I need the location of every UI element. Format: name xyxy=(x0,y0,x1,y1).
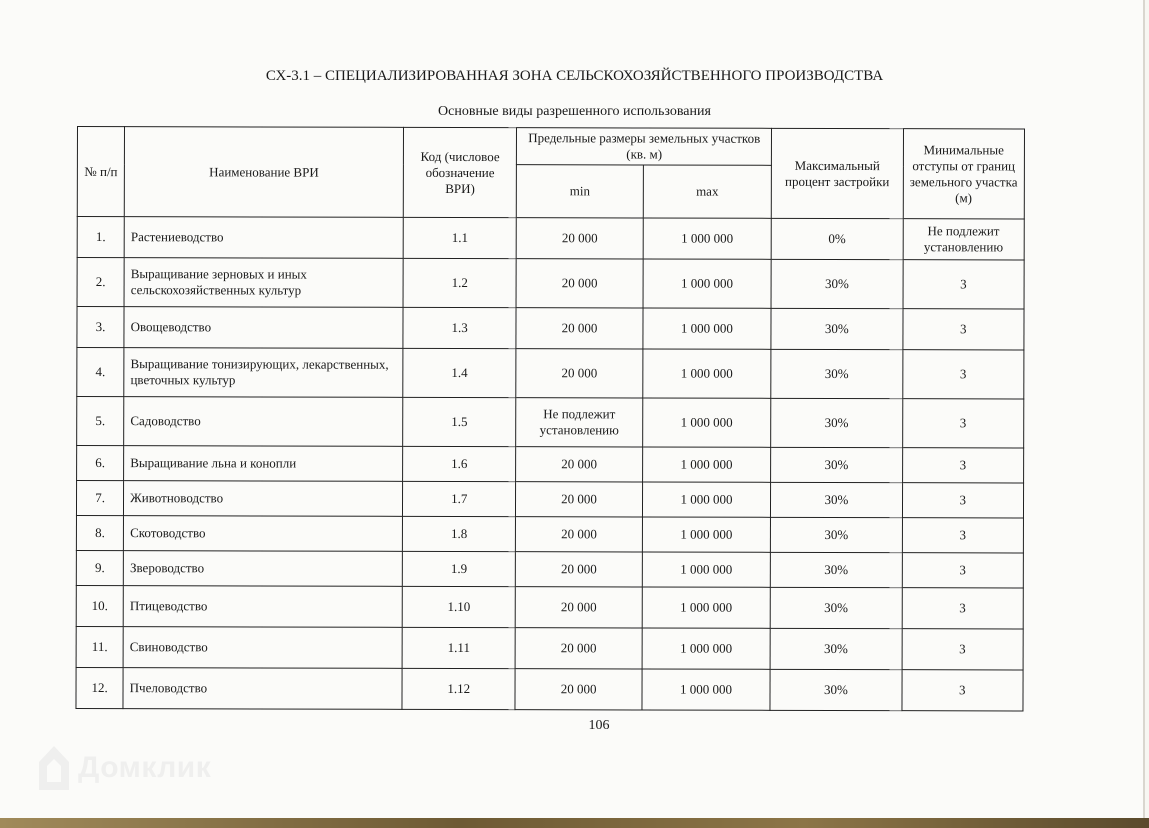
cell-min: 20 000 xyxy=(516,552,642,587)
cell-offset: 3 xyxy=(902,670,1024,711)
cell-max: 1 000 000 xyxy=(642,398,771,447)
cell-min: 20 000 xyxy=(516,587,642,628)
cell-num: 2. xyxy=(77,258,124,307)
cell-min: 20 000 xyxy=(516,517,642,552)
table-row xyxy=(77,348,1024,399)
scan-edge xyxy=(0,818,1149,828)
header-num: № п/п xyxy=(77,127,124,217)
cell-max: 1 000 000 xyxy=(643,259,772,308)
cell-max: 1 000 000 xyxy=(643,349,772,398)
cell-num: 10. xyxy=(76,585,123,626)
cell-code: 1.2 xyxy=(403,258,516,307)
cell-min: 20 000 xyxy=(516,482,642,517)
cell-num: 9. xyxy=(76,550,123,585)
cell-percent: 30% xyxy=(771,398,903,447)
cell-name: Животноводство xyxy=(124,481,403,517)
document-title: СХ-3.1 – СПЕЦИАЛИЗИРОВАННАЯ ЗОНА СЕЛЬСКОХОЗЯЙСТВЕННОГО ПРОИЗВОДСТВА xyxy=(265,68,884,84)
cell-min: Не подлежит установлению xyxy=(516,398,643,447)
cell-code: 1.5 xyxy=(403,397,516,446)
cell-percent: 30% xyxy=(770,628,902,669)
cell-code: 1.11 xyxy=(402,627,515,668)
cell-percent: 30% xyxy=(770,669,902,710)
cell-max: 1 000 000 xyxy=(642,587,771,628)
cell-max: 1 000 000 xyxy=(643,218,772,259)
cell-max: 1 000 000 xyxy=(642,669,771,710)
cell-num: 1. xyxy=(77,217,124,258)
table-row xyxy=(77,446,1024,483)
cell-num: 11. xyxy=(76,626,123,667)
cell-offset: Не подлежит установлению xyxy=(903,219,1025,260)
cell-min: 20 000 xyxy=(515,628,641,669)
cell-code: 1.4 xyxy=(403,348,516,397)
house-logo-icon xyxy=(36,742,72,794)
watermark xyxy=(36,742,211,794)
cell-percent: 30% xyxy=(771,482,902,517)
header-code: Код (числовое обозначение ВРИ) xyxy=(403,127,517,217)
cell-percent: 30% xyxy=(771,517,902,552)
cell-name: Садоводство xyxy=(124,397,403,447)
cell-name: Пчеловодство xyxy=(123,668,402,710)
cell-num: 8. xyxy=(76,516,123,551)
table-row xyxy=(76,516,1023,553)
cell-max: 1 000 000 xyxy=(642,628,771,669)
cell-offset: 3 xyxy=(902,553,1024,588)
cell-max: 1 000 000 xyxy=(642,517,770,552)
cell-code: 1.1 xyxy=(403,217,516,258)
cell-offset: 3 xyxy=(902,309,1024,350)
cell-code: 1.10 xyxy=(402,586,515,627)
cell-name: Скотоводство xyxy=(124,516,403,552)
cell-name: Выращивание льна и конопли xyxy=(124,446,403,482)
cell-code: 1.6 xyxy=(403,446,516,481)
table-row xyxy=(77,217,1024,260)
cell-percent: 30% xyxy=(771,308,903,349)
table-row xyxy=(76,585,1023,628)
table-header-row xyxy=(77,127,1024,166)
cell-num: 5. xyxy=(77,397,124,446)
table-row xyxy=(76,481,1023,518)
cell-num: 12. xyxy=(76,667,123,708)
cell-percent: 30% xyxy=(771,259,903,308)
header-name: Наименование ВРИ xyxy=(124,127,403,218)
table-row xyxy=(76,667,1023,710)
cell-max: 1 000 000 xyxy=(642,482,770,517)
cell-percent: 30% xyxy=(771,349,903,398)
cell-code: 1.12 xyxy=(402,668,515,709)
header-limits: Предельные размеры земельных участков (кв. м) xyxy=(517,128,772,166)
header-max-percent: Максимальный процент застройки xyxy=(771,128,903,218)
table-row xyxy=(77,258,1024,309)
cell-min: 20 000 xyxy=(516,308,642,349)
cell-max: 1 000 000 xyxy=(642,552,770,587)
header-min-offset: Минимальные отступы от границ земельного участка (м) xyxy=(903,129,1025,219)
cell-offset: 3 xyxy=(902,399,1024,448)
cell-num: 3. xyxy=(77,307,124,348)
cell-num: 7. xyxy=(76,481,123,516)
table-row xyxy=(77,307,1024,350)
watermark-text: Домклик xyxy=(78,751,212,784)
cell-name: Свиноводство xyxy=(123,627,402,669)
cell-percent: 30% xyxy=(770,552,901,587)
table-row xyxy=(76,550,1023,587)
cell-code: 1.7 xyxy=(402,481,515,516)
cell-offset: 3 xyxy=(902,629,1024,670)
cell-offset: 3 xyxy=(902,350,1024,399)
cell-num: 6. xyxy=(77,446,124,481)
cell-name: Растениеводство xyxy=(124,217,403,259)
cell-min: 20 000 xyxy=(517,218,643,259)
cell-offset: 3 xyxy=(902,518,1024,553)
cell-min: 20 000 xyxy=(516,259,643,308)
cell-max: 1 000 000 xyxy=(643,308,772,349)
page-number: 106 xyxy=(588,718,610,733)
cell-offset: 3 xyxy=(902,448,1024,483)
cell-offset: 3 xyxy=(902,483,1024,518)
header-max: max xyxy=(643,165,772,218)
cell-min: 20 000 xyxy=(515,669,641,710)
table-subtitle: Основные виды разрешенного использования xyxy=(438,104,711,119)
cell-num: 4. xyxy=(77,348,124,397)
table-row xyxy=(77,397,1024,448)
cell-code: 1.8 xyxy=(402,516,515,551)
cell-name: Звероводство xyxy=(123,551,402,587)
cell-code: 1.3 xyxy=(403,307,516,348)
header-min: min xyxy=(517,165,644,218)
cell-name: Овощеводство xyxy=(124,307,403,349)
cell-percent: 30% xyxy=(771,447,902,482)
cell-percent: 30% xyxy=(770,587,902,628)
cell-offset: 3 xyxy=(902,588,1024,629)
cell-code: 1.9 xyxy=(402,551,515,586)
cell-percent: 0% xyxy=(771,218,903,259)
cell-max: 1 000 000 xyxy=(642,447,770,482)
cell-name: Птицеводство xyxy=(123,586,402,628)
cell-name: Выращивание зерновых и иных сельскохозяйственных культур xyxy=(124,258,403,308)
cell-min: 20 000 xyxy=(516,447,642,482)
cell-name: Выращивание тонизирующих, лекарственных, цветочных культур xyxy=(124,348,403,398)
cell-min: 20 000 xyxy=(516,349,643,398)
table-row xyxy=(76,626,1023,669)
cell-offset: 3 xyxy=(903,260,1025,309)
permitted-use-table xyxy=(75,126,1025,711)
